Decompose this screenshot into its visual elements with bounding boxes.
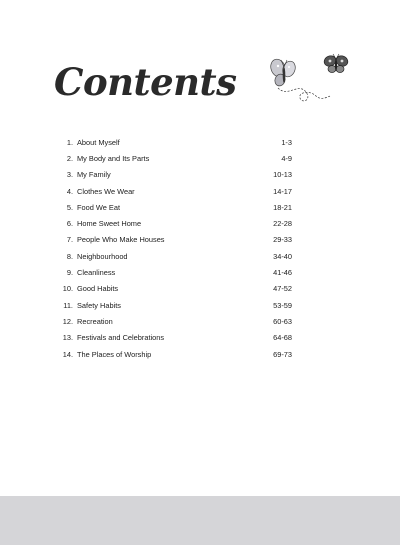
toc-entry-pages: 22-28 [273,219,292,229]
toc-entry-title: Safety Habits [77,300,121,310]
toc-entry-pages: 64-68 [273,333,292,343]
toc-entry-title: Good Habits [77,284,119,294]
toc-entry[interactable] [62,134,292,150]
footer-band [0,496,400,545]
toc-entry[interactable] [62,346,292,362]
toc-entry-number: 8. [66,251,73,261]
toc-entry[interactable] [62,330,292,346]
toc-entry-number: 10. [62,284,73,294]
toc-entry-number: 3. [66,170,73,180]
toc-entry-pages: 4-9 [281,153,292,163]
toc-entry[interactable] [62,199,292,215]
toc-entry[interactable] [62,150,292,166]
toc-entry-number: 13. [62,333,73,343]
toc-entry[interactable] [62,264,292,280]
toc-entry-number: 12. [62,316,73,326]
toc-entry-title: Festivals and Celebrations [77,333,165,343]
toc-entry[interactable] [62,248,292,264]
toc-entry-number: 14. [62,349,73,359]
toc-entry-title: Cleanliness [77,268,116,278]
table-of-contents [62,134,292,362]
toc-entry-pages: 1-3 [281,137,292,147]
toc-entry[interactable] [62,167,292,183]
page-title: Contents [54,60,237,104]
toc-entry-pages: 53-59 [273,300,292,310]
toc-entry-title: The Places of Worship [77,349,152,359]
toc-entry[interactable] [62,281,292,297]
toc-entry-pages: 69-73 [273,349,292,359]
toc-entry-pages: 14-17 [273,186,292,196]
toc-entry-title: Food We Eat [77,202,120,212]
toc-entry-number: 5. [66,202,73,212]
toc-entry-number: 1. [66,137,73,147]
toc-entry-pages: 60-63 [273,316,292,326]
toc-entry[interactable] [62,297,292,313]
butterflies-icon [266,52,356,108]
toc-entry-pages: 18-21 [273,202,292,212]
toc-entry-number: 6. [66,219,73,229]
toc-entry-number: 9. [66,268,73,278]
toc-entry[interactable] [62,313,292,329]
toc-entry-title: About Myself [77,137,120,147]
toc-entry-pages: 47-52 [273,284,292,294]
toc-entry-title: Clothes We Wear [77,186,135,196]
toc-entry-pages: 34-40 [273,251,292,261]
toc-entry-number: 7. [66,235,73,245]
toc-entry[interactable] [62,215,292,231]
toc-entry-title: Neighbourhood [77,251,128,261]
toc-entry-title: People Who Make Houses [77,235,165,245]
toc-entry-title: Home Sweet Home [77,219,142,229]
toc-entry[interactable] [62,183,292,199]
toc-entry[interactable] [62,232,292,248]
toc-entry-title: My Body and Its Parts [77,153,150,163]
toc-entry-title: My Family [77,170,111,180]
toc-entry-title: Recreation [77,316,113,326]
toc-entry-number: 2. [66,153,73,163]
toc-entry-pages: 10-13 [273,170,292,180]
toc-entry-number: 11. [63,300,73,310]
toc-entry-pages: 29-33 [273,235,292,245]
toc-entry-pages: 41-46 [273,268,292,278]
toc-entry-number: 4. [66,186,73,196]
